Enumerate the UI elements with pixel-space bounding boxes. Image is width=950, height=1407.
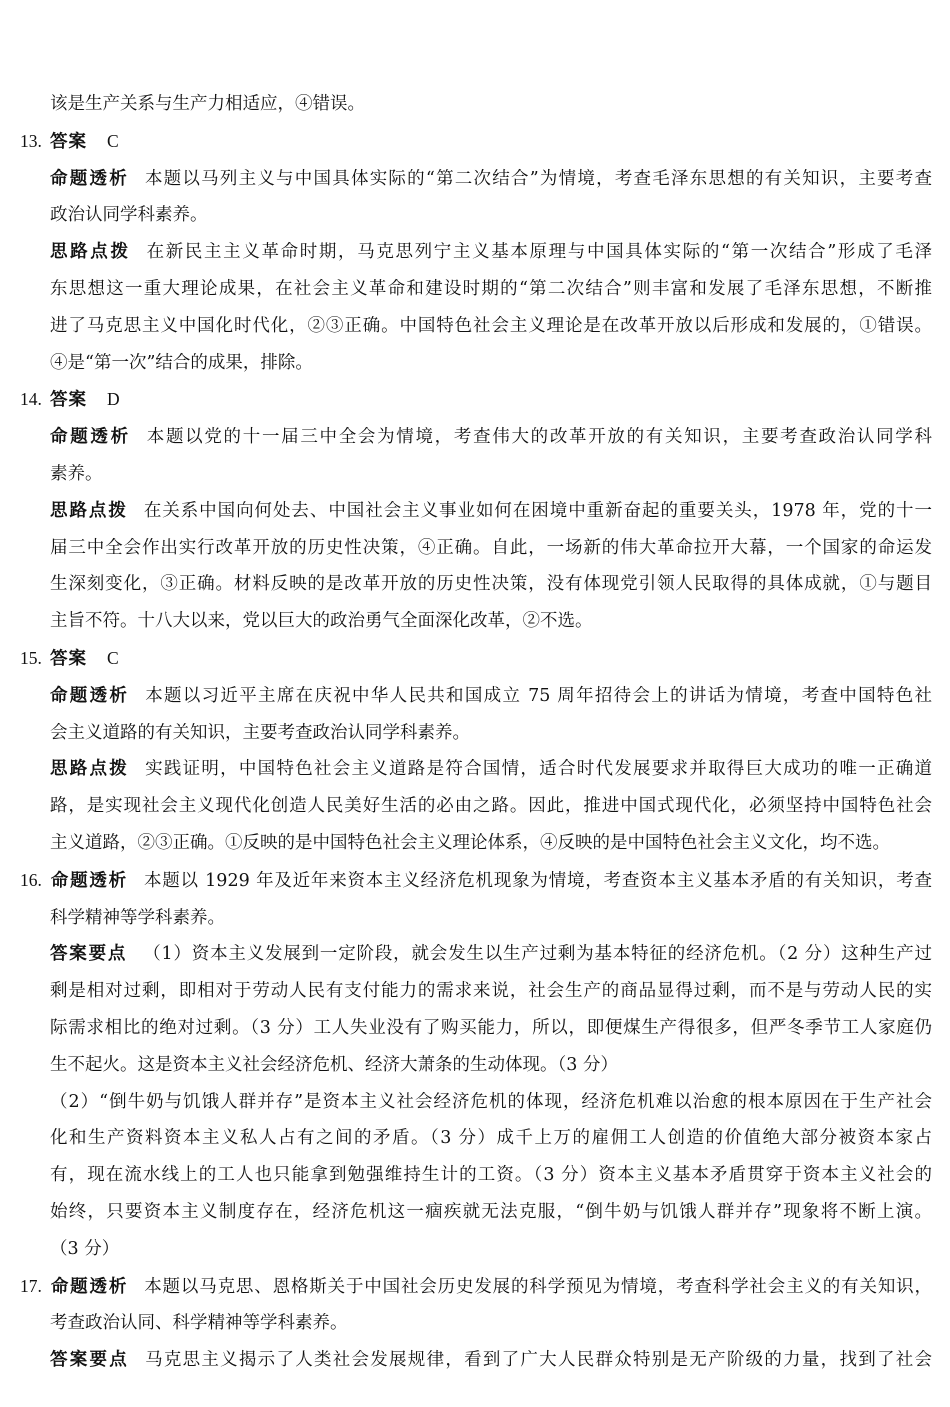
q14-hint-line-4: 主旨不符。十八大以来，党以巨大的政治勇气全面深化改革，②不选。	[50, 611, 593, 632]
q16-analysis-text: 本题以 1929 年及近年来资本主义经济危机现象为情境，考查资本主义基本矛盾的有关知识，考查	[143, 870, 932, 891]
q16-points2-line-1: （2）“倒牛奶与饥饿人群并存”是资本主义社会经济危机的体现，经济危机难以治愈的根本原因在于生产社会	[50, 1091, 932, 1112]
q14-hint-line-1	[20, 493, 932, 530]
q16-points-line-4: 生不起火。这是资本主义社会经济危机、经济大萧条的生动体现。（3 分）	[50, 1054, 618, 1075]
q13-hint-label: 思路点拨	[50, 242, 131, 263]
q17-points-text: 马克思主义揭示了人类社会发展规律，看到了广大人民群众特别是无产阶级的力量，找到了社会	[145, 1350, 932, 1371]
q15-analysis-label: 命题透析	[50, 685, 130, 706]
q16-points-text: （1）资本主义发展到一定阶段，就会发生以生产过剩为基本特征的经济危机。（2 分）这种生产过	[143, 944, 932, 965]
q15-analysis-line-1	[20, 678, 932, 715]
q13-hint-line-4: ④是“第一次”结合的成果，排除。	[50, 352, 313, 373]
q14-hint-line-2: 届三中全会作出实行改革开放的历史性决策，④正确。自此，一场新的伟大革命拉开大幕，一个国家的命运发	[50, 537, 932, 558]
q17-points-line-1	[20, 1342, 932, 1379]
q14-answer: D	[107, 389, 120, 410]
q17-number: 17.	[20, 1275, 42, 1296]
q17-analysis-line-2: 考查政治认同、科学精神等学科素养。	[50, 1313, 348, 1334]
continuation-line: 该是生产关系与生产力相适应，④错误。	[50, 94, 365, 114]
q14-analysis-line-2: 素养。	[50, 463, 103, 484]
q14-answer-label: 答案	[50, 390, 87, 411]
q16-points2-line-5: （3 分）	[50, 1238, 120, 1259]
q15-hint-line-2: 路，是实现社会主义现代化创造人民美好生活的必由之路。因此，推进中国式现代化，必须坚持中国特色社会	[50, 796, 932, 817]
q16-points2-line-4: 始终，只要资本主义制度存在，经济危机这一痼疾就无法克服，“倒牛奶与饥饿人群并存”现象将不断上演。	[50, 1201, 932, 1222]
q16-points-line-2: 剩是相对过剩，即相对于劳动人民有支付能力的需求来说，社会生产的商品显得过剩，而不是与劳动人民的实	[50, 981, 932, 1002]
q16-analysis-label: 命题透析	[50, 870, 128, 891]
q13-analysis-line-1	[20, 161, 932, 198]
q16-number: 16.	[20, 869, 42, 890]
q16-analysis-line-1	[20, 862, 932, 900]
q16-points-line-3: 际需求相比的绝对过剩。（3 分）工人失业没有了购买能力，所以，即便煤生产得很多，但严冬季节工人家庭仍	[50, 1017, 932, 1038]
q17-points-label: 答案要点	[50, 1350, 130, 1371]
q13-answer-line	[20, 123, 932, 161]
q14-analysis-text: 本题以党的十一届三中全会为情境，考查伟大的改革开放的有关知识，主要考查政治认同学科	[146, 427, 932, 448]
q15-number: 15.	[20, 647, 42, 668]
q14-hint-text: 在关系中国向何处去、中国社会主义事业如何在困境中重新奋起的重要关头，1978 年，党的十一	[143, 500, 932, 521]
q14-answer-line	[20, 381, 932, 419]
q14-hint-label: 思路点拨	[50, 500, 128, 521]
q16-points-label: 答案要点	[50, 944, 128, 965]
q13-hint-line-1	[20, 234, 932, 271]
q13-answer: C	[107, 130, 119, 151]
q13-hint-text: 在新民主主义革命时期，马克思列宁主义基本原理与中国具体实际的“第一次结合”形成了毛泽	[146, 242, 932, 263]
q15-hint-line-1	[20, 751, 932, 788]
q15-hint-line-3: 主义道路，②③正确。①反映的是中国特色社会主义理论体系，④反映的是中国特色社会主义文化，均不选。	[50, 832, 890, 853]
q16-analysis-line-2: 科学精神等学科素养。	[50, 907, 225, 928]
q16-points2-line-2: 化和生产资料资本主义私人占有之间的矛盾。（3 分）成千上万的雇佣工人创造的价值绝大部分被资本家占	[50, 1128, 932, 1149]
q15-answer: C	[107, 647, 119, 668]
q14-hint-line-3: 生深刻变化，③正确。材料反映的是改革开放的历史性决策，没有体现党引领人民取得的具体成就，①与题目	[50, 574, 932, 595]
q13-hint-line-2: 东思想这一重大理论成果，在社会主义革命和建设时期的“第二次结合”则丰富和发展了毛泽东思想，不断推	[50, 278, 932, 299]
q16-points-line-1	[20, 936, 932, 973]
q15-hint-label: 思路点拨	[50, 759, 130, 780]
q14-analysis-line-1	[20, 419, 932, 456]
q13-analysis-label: 命题透析	[50, 168, 129, 189]
q15-hint-text: 实践证明，中国特色社会主义道路是符合国情，适合时代发展要求并取得巨大成功的唯一正确道	[145, 759, 932, 780]
q13-number: 13.	[20, 130, 42, 151]
q15-answer-line	[20, 640, 932, 678]
q17-analysis-line-1	[20, 1268, 932, 1306]
q17-analysis-label: 命题透析	[50, 1276, 129, 1297]
q15-answer-label: 答案	[50, 648, 87, 669]
q15-analysis-line-2: 会主义道路的有关知识，主要考查政治认同学科素养。	[50, 722, 470, 743]
q14-number: 14.	[20, 389, 42, 410]
q13-analysis-line-2: 政治认同学科素养。	[50, 205, 208, 226]
q13-hint-line-3: 进了马克思主义中国化时代化，②③正确。中国特色社会主义理论是在改革开放以后形成和发展的，①错误。	[50, 315, 932, 336]
q14-analysis-label: 命题透析	[50, 427, 131, 448]
q16-points2-line-3: 有，现在流水线上的工人也只能拿到勉强维持生计的工资。（3 分）资本主义基本矛盾贯穿于资本主义社会的	[50, 1165, 932, 1186]
q17-analysis-text: 本题以马克思、恩格斯关于中国社会历史发展的科学预见为情境，考查科学社会主义的有关知识，	[144, 1276, 932, 1297]
q15-analysis-text: 本题以习近平主席在庆祝中华人民共和国成立 75 周年招待会上的讲话为情境，考查中国特色社	[145, 685, 932, 706]
q13-answer-label: 答案	[50, 131, 87, 152]
q13-analysis-text: 本题以马列主义与中国具体实际的“第二次结合”为情境，考查毛泽东思想的有关知识，主要考查	[144, 168, 932, 189]
